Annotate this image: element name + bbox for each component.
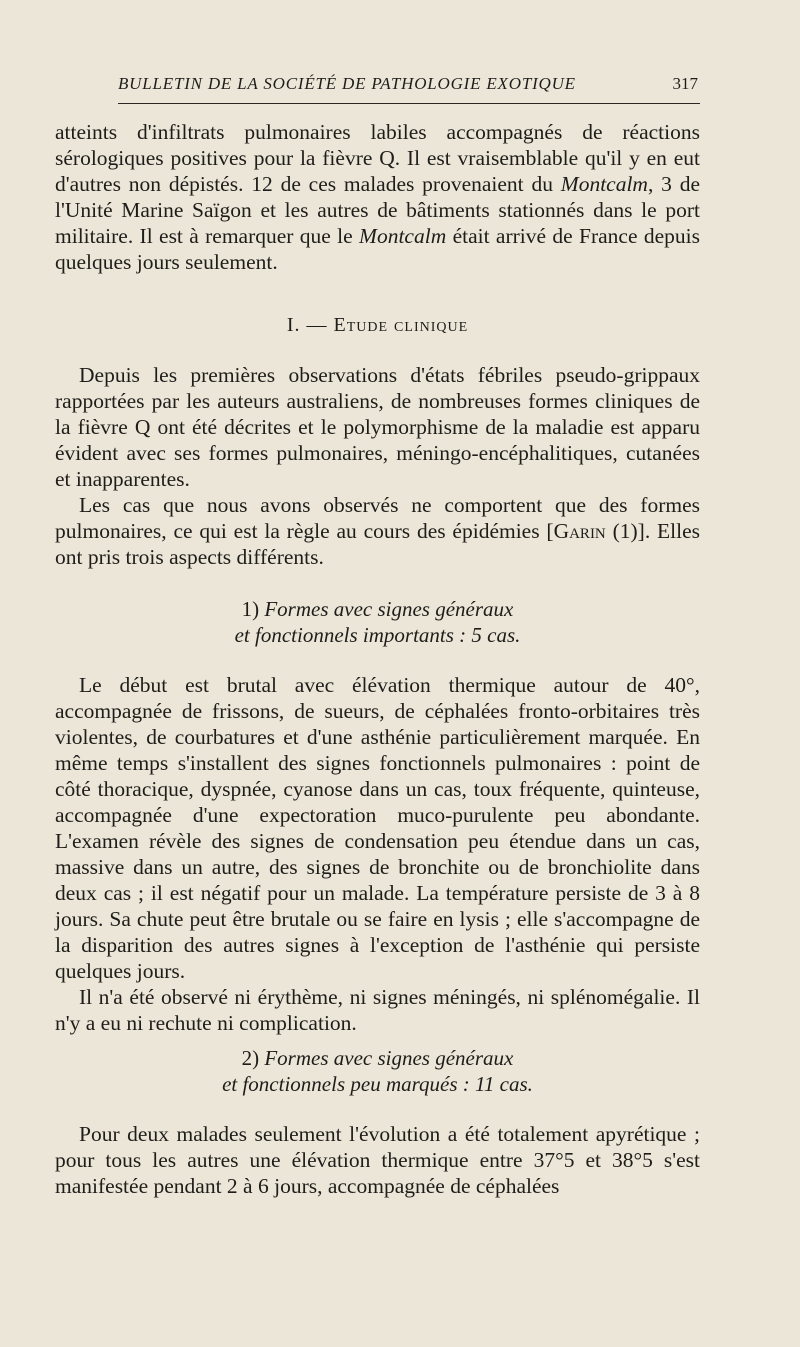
paragraph-text: Les cas que nous avons observés ne comportent que des formes pulmonaires, ce qui est la règle au cours des épidémies [: [55, 493, 700, 543]
paragraph-text: Pour deux malades seulement l'évolution a été totalement apyrétique ; pour tous les autres une élévation thermique entre 37°5 et 38°5 s'est manifestée pendant 2 à 6 jours, accompagnée de céphalées: [55, 1122, 700, 1198]
paragraph-text: (1)]. Elles ont pris trois aspects différents.: [55, 519, 701, 569]
paragraph-text: était arrivé de France depuis quelques jours seulement.: [55, 224, 700, 274]
subheading-number: 2): [241, 1046, 265, 1070]
section-numeral: I. —: [286, 314, 334, 336]
ship-name: Montcalm: [560, 172, 648, 196]
journal-title: BULLETIN DE LA SOCIÉTÉ DE PATHOLOGIE EXOTIQUE: [118, 74, 576, 93]
paragraph-text: atteints d'infiltrats pulmonaires labiles accompagnés de réactions sérologiques positives pour la fièvre Q. Il est vraisemblable qu'il y en eut d'autres non dépistés. 12 de ces malades provenaient du: [55, 120, 700, 196]
subheading-line: et fonctionnels peu marqués : 11 cas.: [222, 1072, 533, 1096]
paragraph-text: , 3 de l'Unité Marine Saïgon et les autres de bâtiments stationnés dans le port militaire. Il est à remarquer que le: [55, 172, 700, 248]
subheading-line: Formes avec signes généraux: [264, 597, 514, 621]
header-rule: [118, 103, 700, 104]
paragraph-forms-2-description: [55, 1121, 700, 1199]
section-heading: [55, 314, 700, 337]
paragraph-text: Depuis les premières observations d'états fébriles pseudo-grippaux rapportées par les auteurs australiens, de nombreuses formes cliniques de la fièvre Q ont été décrites et le polymorphisme de la maladie est apparu évident avec ses formes pulmonaires, méningo-encéphalitiques, cutanées et inapparentes.: [55, 363, 700, 491]
paragraph-intro: [55, 119, 700, 275]
subheading-forms-2: [55, 1045, 700, 1097]
subheading-forms-1: [55, 596, 700, 648]
subheading-line: Formes avec signes généraux: [264, 1046, 514, 1070]
paragraph-forms: [55, 492, 700, 570]
paragraph-clinical-study: [55, 362, 700, 570]
paragraph-text: Il n'a été observé ni érythème, ni signes méningés, ni splénomégalie. Il n'y a eu ni rechute ni complication.: [55, 985, 700, 1035]
page-number: 317: [672, 74, 698, 93]
ship-name: Montcalm: [359, 224, 447, 248]
subheading-line: et fonctionnels importants : 5 cas.: [234, 623, 521, 647]
section-title-text: Etude clinique: [333, 314, 469, 336]
citation-author: Garin: [553, 519, 606, 543]
subheading-number: 1): [241, 597, 265, 621]
paragraph-text: Le début est brutal avec élévation thermique autour de 40°, accompagnée de frissons, de sueurs, de céphalées fronto-orbitaires très violentes, de courbatures et d'une asthénie particulièrement marquée. En même temps s'installent des signes fonctionnels pulmonaires : point de côté thoracique, dyspnée, cyanose dans un cas, toux fréquente, quinteuse, accompagnée d'une expectoration muco-purulente peu abondante. L'examen révèle des signes de condensation peu étendue dans un cas, massive dans un autre, des signes de bronchite ou de bronchiolite dans deux cas ; il est négatif pour un malade. La température persiste de 3 à 8 jours. Sa chute peut être brutale ou se faire en lysis ; elle s'accompagne de la disparition des autres signes à l'exception de l'asthénie qui persiste quelques jours.: [55, 673, 700, 983]
paragraph-forms-1-description: [55, 672, 700, 1036]
running-header: [118, 74, 698, 104]
